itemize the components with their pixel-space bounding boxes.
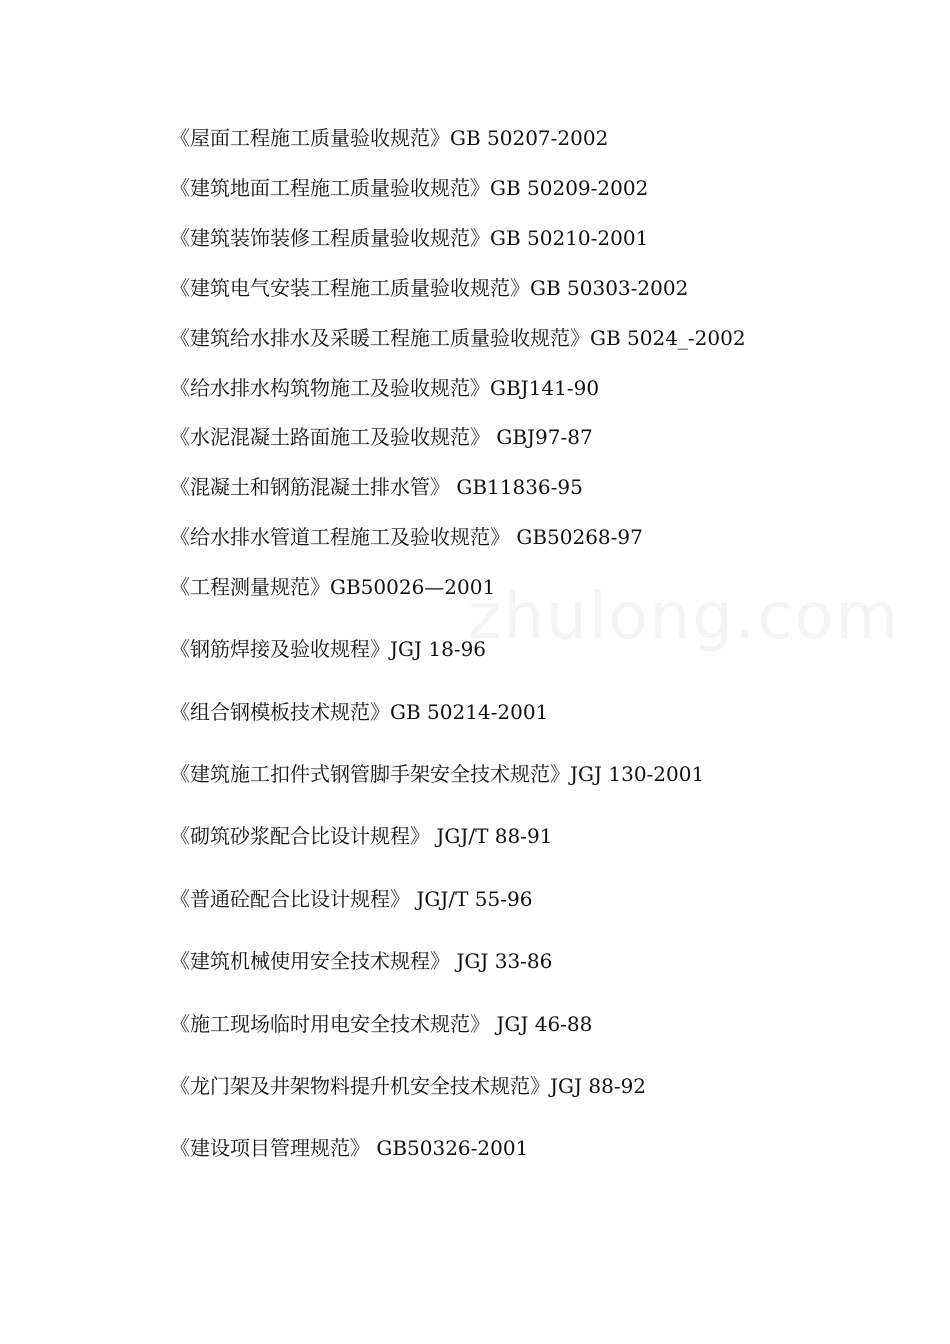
reference-item: 《混凝土和钢筋混凝土排水管》 GB11836-95: [170, 475, 583, 499]
reference-item: 《组合钢模板技术规范》GB 50214-2001: [170, 700, 549, 724]
reference-item: 《给水排水管道工程施工及验收规范》 GB50268-97: [170, 525, 643, 549]
reference-item: 《建筑装饰装修工程质量验收规范》GB 50210-2001: [170, 226, 649, 250]
reference-item: 《建筑机械使用安全技术规程》 JGJ 33-86: [170, 949, 553, 973]
reference-item: 《屋面工程施工质量验收规范》GB 50207-2002: [170, 126, 609, 150]
reference-item: 《建筑电气安装工程施工质量验收规范》GB 50303-2002: [170, 276, 689, 300]
reference-item: 《施工现场临时用电安全技术规范》 JGJ 46-88: [170, 1012, 593, 1036]
reference-item: 《建筑给水排水及采暖工程施工质量验收规范》GB 5024_-2002: [170, 326, 746, 350]
reference-item: 《建设项目管理规范》 GB50326-2001: [170, 1136, 529, 1160]
reference-item: 《建筑施工扣件式钢管脚手架安全技术规范》JGJ 130-2001: [170, 762, 705, 786]
reference-item: 《砌筑砂浆配合比设计规程》 JGJ/T 88-91: [170, 824, 553, 848]
reference-item: 《普通砼配合比设计规程》 JGJ/T 55-96: [170, 887, 533, 911]
reference-item: 《水泥混凝土路面施工及验收规范》 GBJ97-87: [170, 425, 593, 449]
watermark: [468, 580, 900, 654]
reference-item: 《给水排水构筑物施工及验收规范》GBJ141-90: [170, 376, 600, 400]
reference-item: 《工程测量规范》GB50026—2001: [170, 575, 496, 599]
reference-item: 《龙门架及井架物料提升机安全技术规范》JGJ 88-92: [170, 1074, 647, 1098]
reference-item: 《建筑地面工程施工质量验收规范》GB 50209-2002: [170, 176, 649, 200]
reference-item: 《钢筋焊接及验收规程》JGJ 18-96: [170, 637, 487, 661]
